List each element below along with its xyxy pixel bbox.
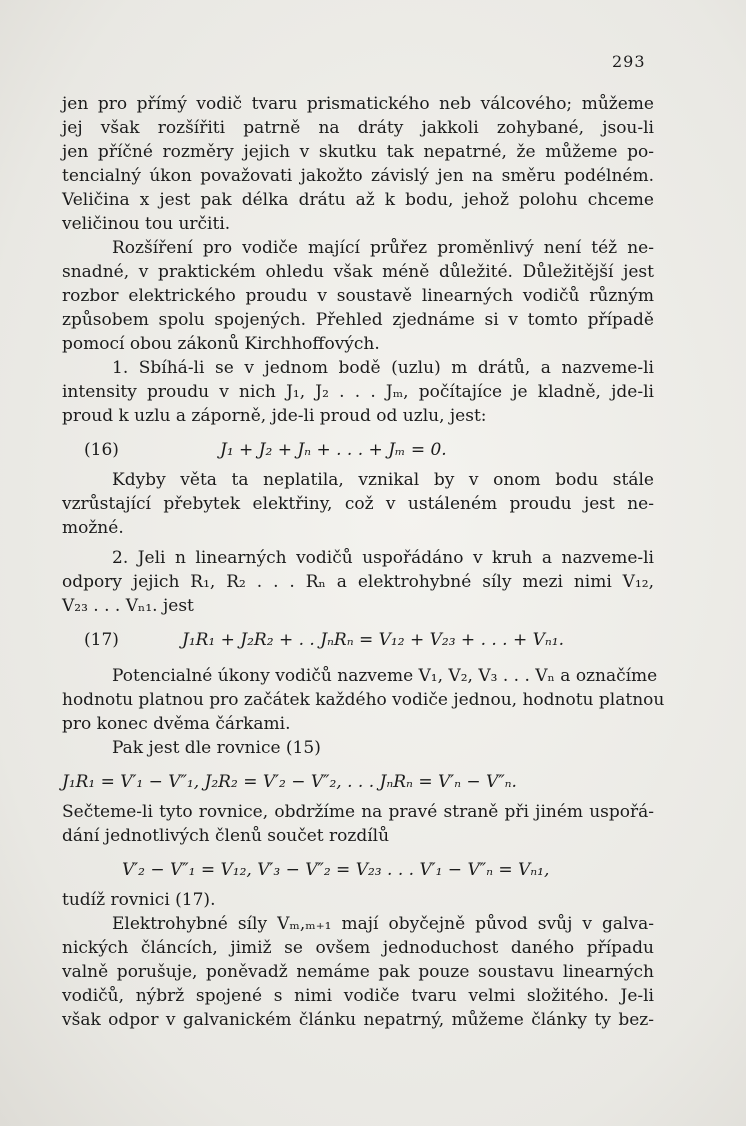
equation-label: (17) [84, 630, 119, 650]
text-line: možné. [62, 518, 124, 538]
text-line: Kdyby věta ta neplatila, vznikal by v onom bodu stále [112, 470, 654, 490]
paragraph [62, 912, 654, 1032]
text-line: Sečteme-li tyto rovnice, obdržíme na pravé straně při jiném uspořá- [62, 802, 654, 822]
paragraph [62, 356, 654, 428]
text-line: Elektrohybné síly Vₘ,ₘ₊₁ mají obyčejně původ svůj v galva- [112, 914, 654, 934]
paragraph [62, 236, 654, 356]
text-line: valně porušuje, poněvadž nemáme pak pouze soustavu linearných [62, 962, 654, 982]
paragraph [62, 800, 654, 848]
text-line: vzrůstající přebytek elektřiny, což v ustáleném proudu jest ne- [62, 494, 654, 514]
text-line: jen pro přímý vodič tvaru prismatického neb válcového; můžeme [62, 94, 654, 114]
equation-body: V′₂ − V″₁ = V₁₂, V′₃ − V″₂ = V₂₃ . . . V′₁ − V″ₙ = Vₙ₁, [122, 860, 550, 880]
text-line: Pak jest dle rovnice (15) [112, 738, 321, 758]
text-line: odpory jejich R₁, R₂ . . . Rₙ a elektrohybné síly mezi nimi V₁₂, [62, 572, 654, 592]
paragraph [62, 468, 654, 540]
text-line: veličinou tou určiti. [62, 214, 231, 234]
equation-17 [62, 618, 654, 658]
text-line: V₂₃ . . . Vₙ₁. jest [62, 596, 194, 616]
text-line: nických článcích, jimiž se ovšem jednoduchost daného případu [62, 938, 654, 958]
equation-body: J₁R₁ = V′₁ − V″₁, J₂R₂ = V′₂ − V″₂, . . . JₙRₙ = V′ₙ − V″ₙ. [62, 772, 517, 792]
equation-16 [62, 428, 654, 468]
text-line: jej však rozšířiti patrně na dráty jakkoli zohybané, jsou-li [62, 118, 654, 138]
text-line: Potencialné úkony vodičů nazveme V₁, V₂, V₃ . . . Vₙ a označíme [112, 666, 658, 686]
paragraph [62, 736, 654, 760]
text-line: intensity proudu v nich J₁, J₂ . . . Jₘ, počítajíce je kladně, jde-li [62, 382, 654, 402]
paragraph [62, 92, 654, 236]
text-line: tudíž rovnici (17). [62, 890, 216, 910]
text-line: 2. Jeli n linearných vodičů uspořádáno v kruh a nazveme-li [112, 548, 654, 568]
text-line: dání jednotlivých členů součet rozdílů [62, 826, 390, 846]
equation-label: (16) [84, 440, 119, 460]
text-line: pro konec dvěma čárkami. [62, 714, 291, 734]
text-line: však odpor v galvanickém článku nepatrný, můžeme články ty bez- [62, 1010, 654, 1030]
text-line: vodičů, nýbrž spojené s nimi vodiče tvaru velmi složitého. Je-li [62, 986, 654, 1006]
text-line: hodnotu platnou pro začátek každého vodiče jednou, hodnotu platnou [62, 690, 665, 710]
text-line: pomocí obou zákonů Kirchhoffových. [62, 334, 380, 354]
text-line: jen příčné rozměry jejich v skutku tak nepatrné, že můžeme po- [62, 142, 654, 162]
equation-body: J₁ + J₂ + Jₙ + . . . + Jₘ = 0. [220, 440, 447, 460]
equation-body: J₁R₁ + J₂R₂ + . . JₙRₙ = V₁₂ + V₂₃ + . . . + Vₙ₁. [182, 630, 565, 650]
paragraph [62, 546, 654, 618]
text-line: způsobem spolu spojených. Přehled zjednáme si v tomto případě [62, 310, 654, 330]
text-line: tencialný úkon považovati jakožto závislý jen na směru podélném. [62, 166, 654, 186]
page-number: 293 [612, 52, 646, 71]
text-line: Veličina x jest pak délka drátu až k bodu, jehož polohu chceme [62, 190, 654, 210]
paragraph [62, 888, 654, 912]
text-line: snadné, v praktickém ohledu však méně důležité. Důležitější jest [62, 262, 654, 282]
equation-system [62, 760, 654, 800]
equation-differences [62, 848, 654, 888]
paragraph [62, 664, 665, 736]
page-text [62, 92, 665, 1032]
text-line: rozbor elektrického proudu v soustavě linearných vodičů různým [62, 286, 654, 306]
text-line: 1. Sbíhá-li se v jednom bodě (uzlu) m drátů, a nazveme-li [112, 358, 654, 378]
text-line: proud k uzlu a záporně, jde-li proud od uzlu, jest: [62, 406, 487, 426]
text-line: Rozšíření pro vodiče mající průřez proměnlivý není též ne- [112, 238, 654, 258]
